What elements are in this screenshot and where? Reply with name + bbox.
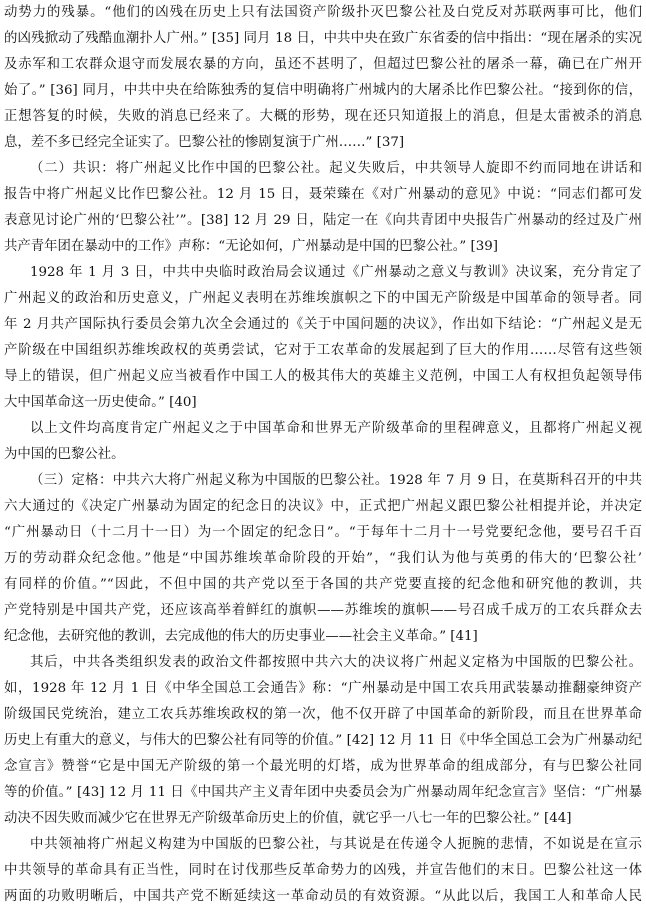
- text-line: 历史上有重大的意义，与伟大的巴黎公社有同等的价值。” [42] 12 月 11 日《中华全国总工会为广州暴动纪: [4, 733, 642, 748]
- paragraph-start: 以上文件均高度肯定广州起义之于中国革命和世界无产阶级革命的里程碑意义，且都将广州起义视: [30, 421, 642, 436]
- text-line: 广州起义的政治和历史意义，广州起义表明在苏维埃旗帜之下的中国无产阶级是中国革命的领导者。同: [4, 291, 642, 306]
- text-line: 如，1928 年 12 月 1 日《中华全国总工会通告》称：“广州暴动是中国工农兵用武装暴动推翻豪绅资产: [4, 681, 642, 696]
- text-line: “广州暴动日（十二月十一日）为一个固定的纪念日”。“于每年十二月十一号党要纪念他，要号召千百: [4, 525, 642, 540]
- paragraph-start: 其后，中共各类组织发表的政治文件都按照中共六大的决议将广州起义定格为中国版的巴黎公社。: [30, 655, 642, 670]
- text-line: 大中国革命这一历史使命。” [40]: [4, 395, 197, 410]
- text-line: 表意见讨论广州的‘巴黎公社’”。[38] 12 月 29 日，陆定一在《向共青团中央报告广州暴动的经过及广州: [4, 213, 642, 228]
- text-line: 共产青年团在暴动中的工作》声称：“无论如何，广州暴动是中国的巴黎公社。” [39]: [4, 239, 499, 254]
- text-line: 有同样的价值。”“因此，不但中国的共产党以至于各国的共产党要直接的纪念他和研究他的教训，共: [4, 577, 642, 592]
- text-line: 导上的错误，但广州起义应当被看作中国工人的极其伟大的英雄主义范例，中国工人有权担负起领导伟: [4, 369, 642, 384]
- paragraph-start: 1928 年 1 月 3 日，中共中央临时政治局会议通过《广州暴动之意义与教训》决议案，充分肯定了: [30, 265, 642, 280]
- text-line: 动势力的残暴。“他们的凶残在历史上只有法国资产阶级扑灭巴黎公社及白党反对苏联两事可比，他们: [4, 5, 642, 20]
- text-line: 产党特别是中国共产党，还应该高举着鲜红的旗帜——苏维埃的旗帜——号召成千成万的工农兵群众去: [4, 603, 642, 618]
- text-line: 念宣言》赞誉“它是中国无产阶级的第一个最光明的灯塔，成为世界革命的组成部分，有与巴黎公社同: [4, 759, 642, 774]
- text-line: 始了。” [36] 同月，中共中央在给陈独秀的复信中明确将广州城内的大屠杀比作巴黎公社。“接到你的信，: [4, 83, 642, 98]
- text-line: 六大通过的《决定广州暴动为固定的纪念日的决议》中，正式把广州起义跟巴黎公社相提并论，并决定: [4, 499, 642, 514]
- text-line: 息，差不多已经完全证实了。巴黎公社的惨剧复演于广州……” [37]: [4, 135, 405, 150]
- paragraph-start: 中共领袖将广州起义构建为中国版的巴黎公社，与其说是在传递令人扼腕的悲情，不如说是在宣示: [30, 837, 642, 852]
- text-line: 为中国的巴黎公社。: [4, 447, 125, 462]
- text-line: 中共领导的革命具有正当性，同时在讨伐那些反革命势力的凶残，并宣告他们的末日。巴黎公社这一体: [4, 863, 642, 878]
- text-line: 正想答复的时候，失败的消息已经来了。大概的形势，现在还只知道报上的消息，但是太雷被杀的消息: [4, 109, 642, 124]
- paragraph-start: （三）定格：中共六大将广州起义称为中国版的巴黎公社。1928 年 7 月 9 日，在莫斯科召开的中共: [30, 473, 642, 488]
- paragraph-start: （二）共识：将广州起义比作中国的巴黎公社。起义失败后，中共领导人旋即不约而同地在讲话和: [30, 161, 642, 176]
- text-line: 两面的功败明晰后，中国共产党不断延续这一革命动员的有效资源。“从此以后，我国工人和革命人民: [4, 889, 642, 904]
- text-line: 年 2 月共产国际执行委员会第九次全会通过的《关于中国问题的决议》，作出如下结论：“广州起义是无: [4, 317, 642, 332]
- text-line: 的凶残掀动了残酷血潮扑人广州。” [35] 同月 18 日，中共中央在致广东省委的信中指出：“现在屠杀的实况: [4, 31, 642, 46]
- text-line: 动决不因失败而减少它在世界无产阶级革命历史上的价值，就它乎一八七一年的巴黎公社。” [44]: [4, 811, 572, 826]
- text-line: 阶级国民党统治，建立工农兵苏维埃政权的第一次，他不仅开辟了中国革命的新阶段，而且在世界革命: [4, 707, 642, 722]
- text-line: 报告中将广州起义比作巴黎公社。12 月 15 日，聂荣臻在《对广州暴动的意见》中说：“同志们都可发: [4, 187, 642, 202]
- text-line: 万的劳动群众纪念他。”他是“中国苏维埃革命阶段的开始”，“我们认为他与英勇的伟大的‘巴黎公社’: [4, 551, 642, 566]
- text-line: 纪念他，去研究他的教训，去完成他的伟大的历史事业——社会主义革命。” [41]: [4, 629, 478, 644]
- text-line: 及赤军和工农群众退守而发展农暴的方向，虽还不甚明了，但超过巴黎公社的屠杀一幕，确已在广州开: [4, 57, 642, 72]
- text-line: 产阶级在中国组织苏维埃政权的英勇尝试，它对于工农革命的发展起到了巨大的作用……尽管有这些领: [4, 343, 642, 358]
- text-line: 等的价值。” [43] 12 月 11 日《中国共产主义青年团中央委员会为广州暴动周年纪念宣言》坚信：“广州暴: [4, 785, 642, 800]
